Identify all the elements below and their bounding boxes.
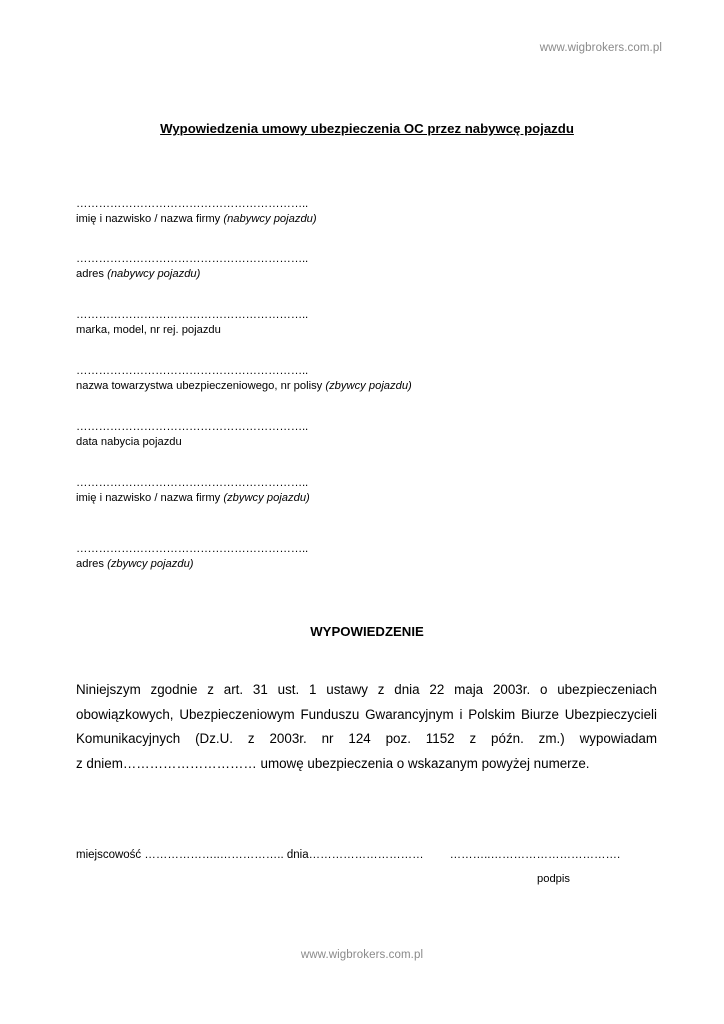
field-seller-address [76,542,636,571]
field-purchase-date [76,420,636,449]
body-line: Niniejszym zgodnie z art. 31 ust. 1 ustawy z dnia 22 maja 2003r. o ubezpieczeniach [76,682,657,697]
fill-in-dots: …………………………………………………….. [76,365,308,377]
field-label: imię i nazwisko / nazwa firmy (zbywcy pojazdu) [76,492,310,504]
field-insurer-policy [76,364,636,393]
header-website-url: www.wigbrokers.com.pl [539,42,662,54]
field-label: adres (zbywcy pojazdu) [76,558,194,570]
body-paragraph [76,678,657,776]
field-vehicle [76,308,636,337]
field-label: adres (nabywcy pojazdu) [76,268,201,280]
fill-in-dots: …………………………………………………….. [76,198,308,210]
field-seller-name [76,476,636,505]
fill-in-dots: …………………………………………………….. [76,421,308,433]
field-label: data nabycia pojazdu [76,436,182,448]
body-line: Komunikacyjnych (Dz.U. z 2003r. nr 124 poz. 1152 z późn. zm.) wypowiadam [76,731,657,746]
body-line: obowiązkowych, Ubezpieczeniowym Funduszu Gwarancyjnym i Polskim Biurze Ubezpieczycieli [76,706,657,722]
footer-website-url: www.wigbrokers.com.pl [300,949,424,961]
field-buyer-address [76,252,636,281]
field-label: nazwa towarzystwa ubezpieczeniowego, nr polisy (zbywcy pojazdu) [76,380,412,392]
signature-line: ………..……………………………. [449,849,621,861]
body-line: z dniem………………………… umowę ubezpieczenia o wskazanym powyżej numerze. [76,755,590,771]
section-heading: WYPOWIEDZENIE [310,624,424,639]
place-date-signature-row [76,849,620,861]
field-label: marka, model, nr rej. pojazdu [76,324,221,336]
fill-in-dots: …………………………………………………….. [76,253,308,265]
fill-in-dots: …………………………………………………….. [76,309,308,321]
signature-label: podpis [537,873,570,885]
field-label: imię i nazwisko / nazwa firmy (nabywcy pojazdu) [76,213,317,225]
field-buyer-name [76,197,636,226]
place-date-line: miejscowość ………………..…………….. dnia………………………… [76,849,424,861]
fill-in-dots: …………………………………………………….. [76,477,308,489]
document-title: Wypowiedzenia umowy ubezpieczenia OC przez nabywcę pojazdu [160,121,574,136]
fill-in-dots: …………………………………………………….. [76,543,308,555]
